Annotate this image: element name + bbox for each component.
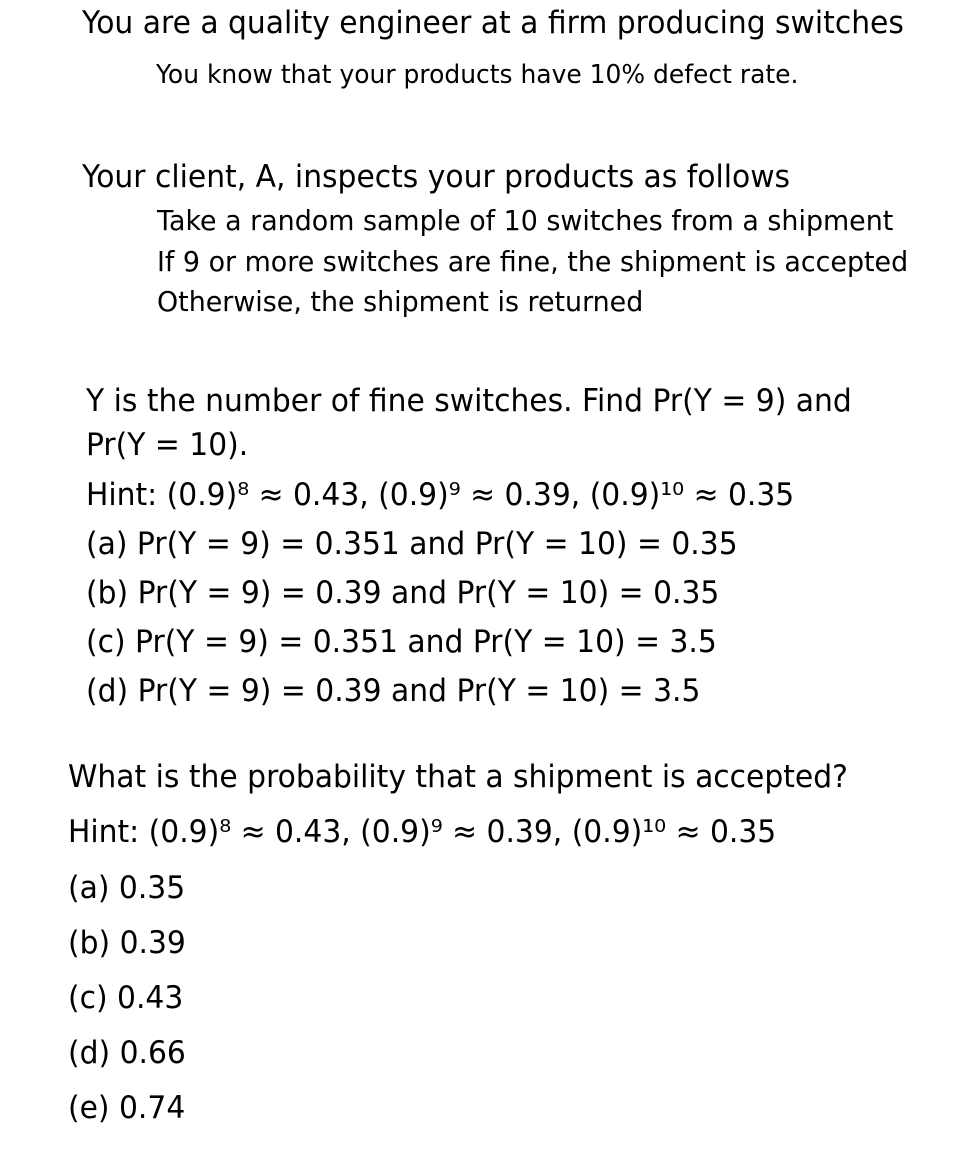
inspection-step: Take a random sample of 10 switches from a shipment [157,204,894,237]
question1-option: (d) Pr(Y = 9) = 0.39 and Pr(Y = 10) = 3.5 [86,673,701,709]
question1-option: (b) Pr(Y = 9) = 0.39 and Pr(Y = 10) = 0.35 [86,575,720,611]
question2-hint: Hint: (0.9)⁸ ≈ 0.43, (0.9)⁹ ≈ 0.39, (0.9)¹⁰ ≈ 0.35 [68,814,777,850]
question2-option: (c) 0.43 [68,980,184,1016]
question2-option: (a) 0.35 [68,870,186,906]
question1-option: (c) Pr(Y = 9) = 0.351 and Pr(Y = 10) = 3.5 [86,624,717,660]
question2-option: (b) 0.39 [68,925,186,961]
question2-option: (e) 0.74 [68,1090,186,1126]
inspection-step: Otherwise, the shipment is returned [157,285,644,318]
question1-prompt-line2: Pr(Y = 10). [86,427,249,463]
question1-hint: Hint: (0.9)⁸ ≈ 0.43, (0.9)⁹ ≈ 0.39, (0.9)¹⁰ ≈ 0.35 [86,477,795,513]
question1-prompt-line1: Y is the number of fine switches. Find Pr(Y = 9) and [86,383,852,419]
question2-option: (d) 0.66 [68,1035,186,1071]
intro-subtitle: You know that your products have 10% defect rate. [156,60,799,90]
intro-title: You are a quality engineer at a firm producing switches [82,5,904,41]
question2-prompt: What is the probability that a shipment is accepted? [68,759,848,795]
inspection-heading: Your client, A, inspects your products as follows [82,159,791,195]
inspection-step: If 9 or more switches are fine, the shipment is accepted [157,245,909,278]
question1-option: (a) Pr(Y = 9) = 0.351 and Pr(Y = 10) = 0.35 [86,526,738,562]
